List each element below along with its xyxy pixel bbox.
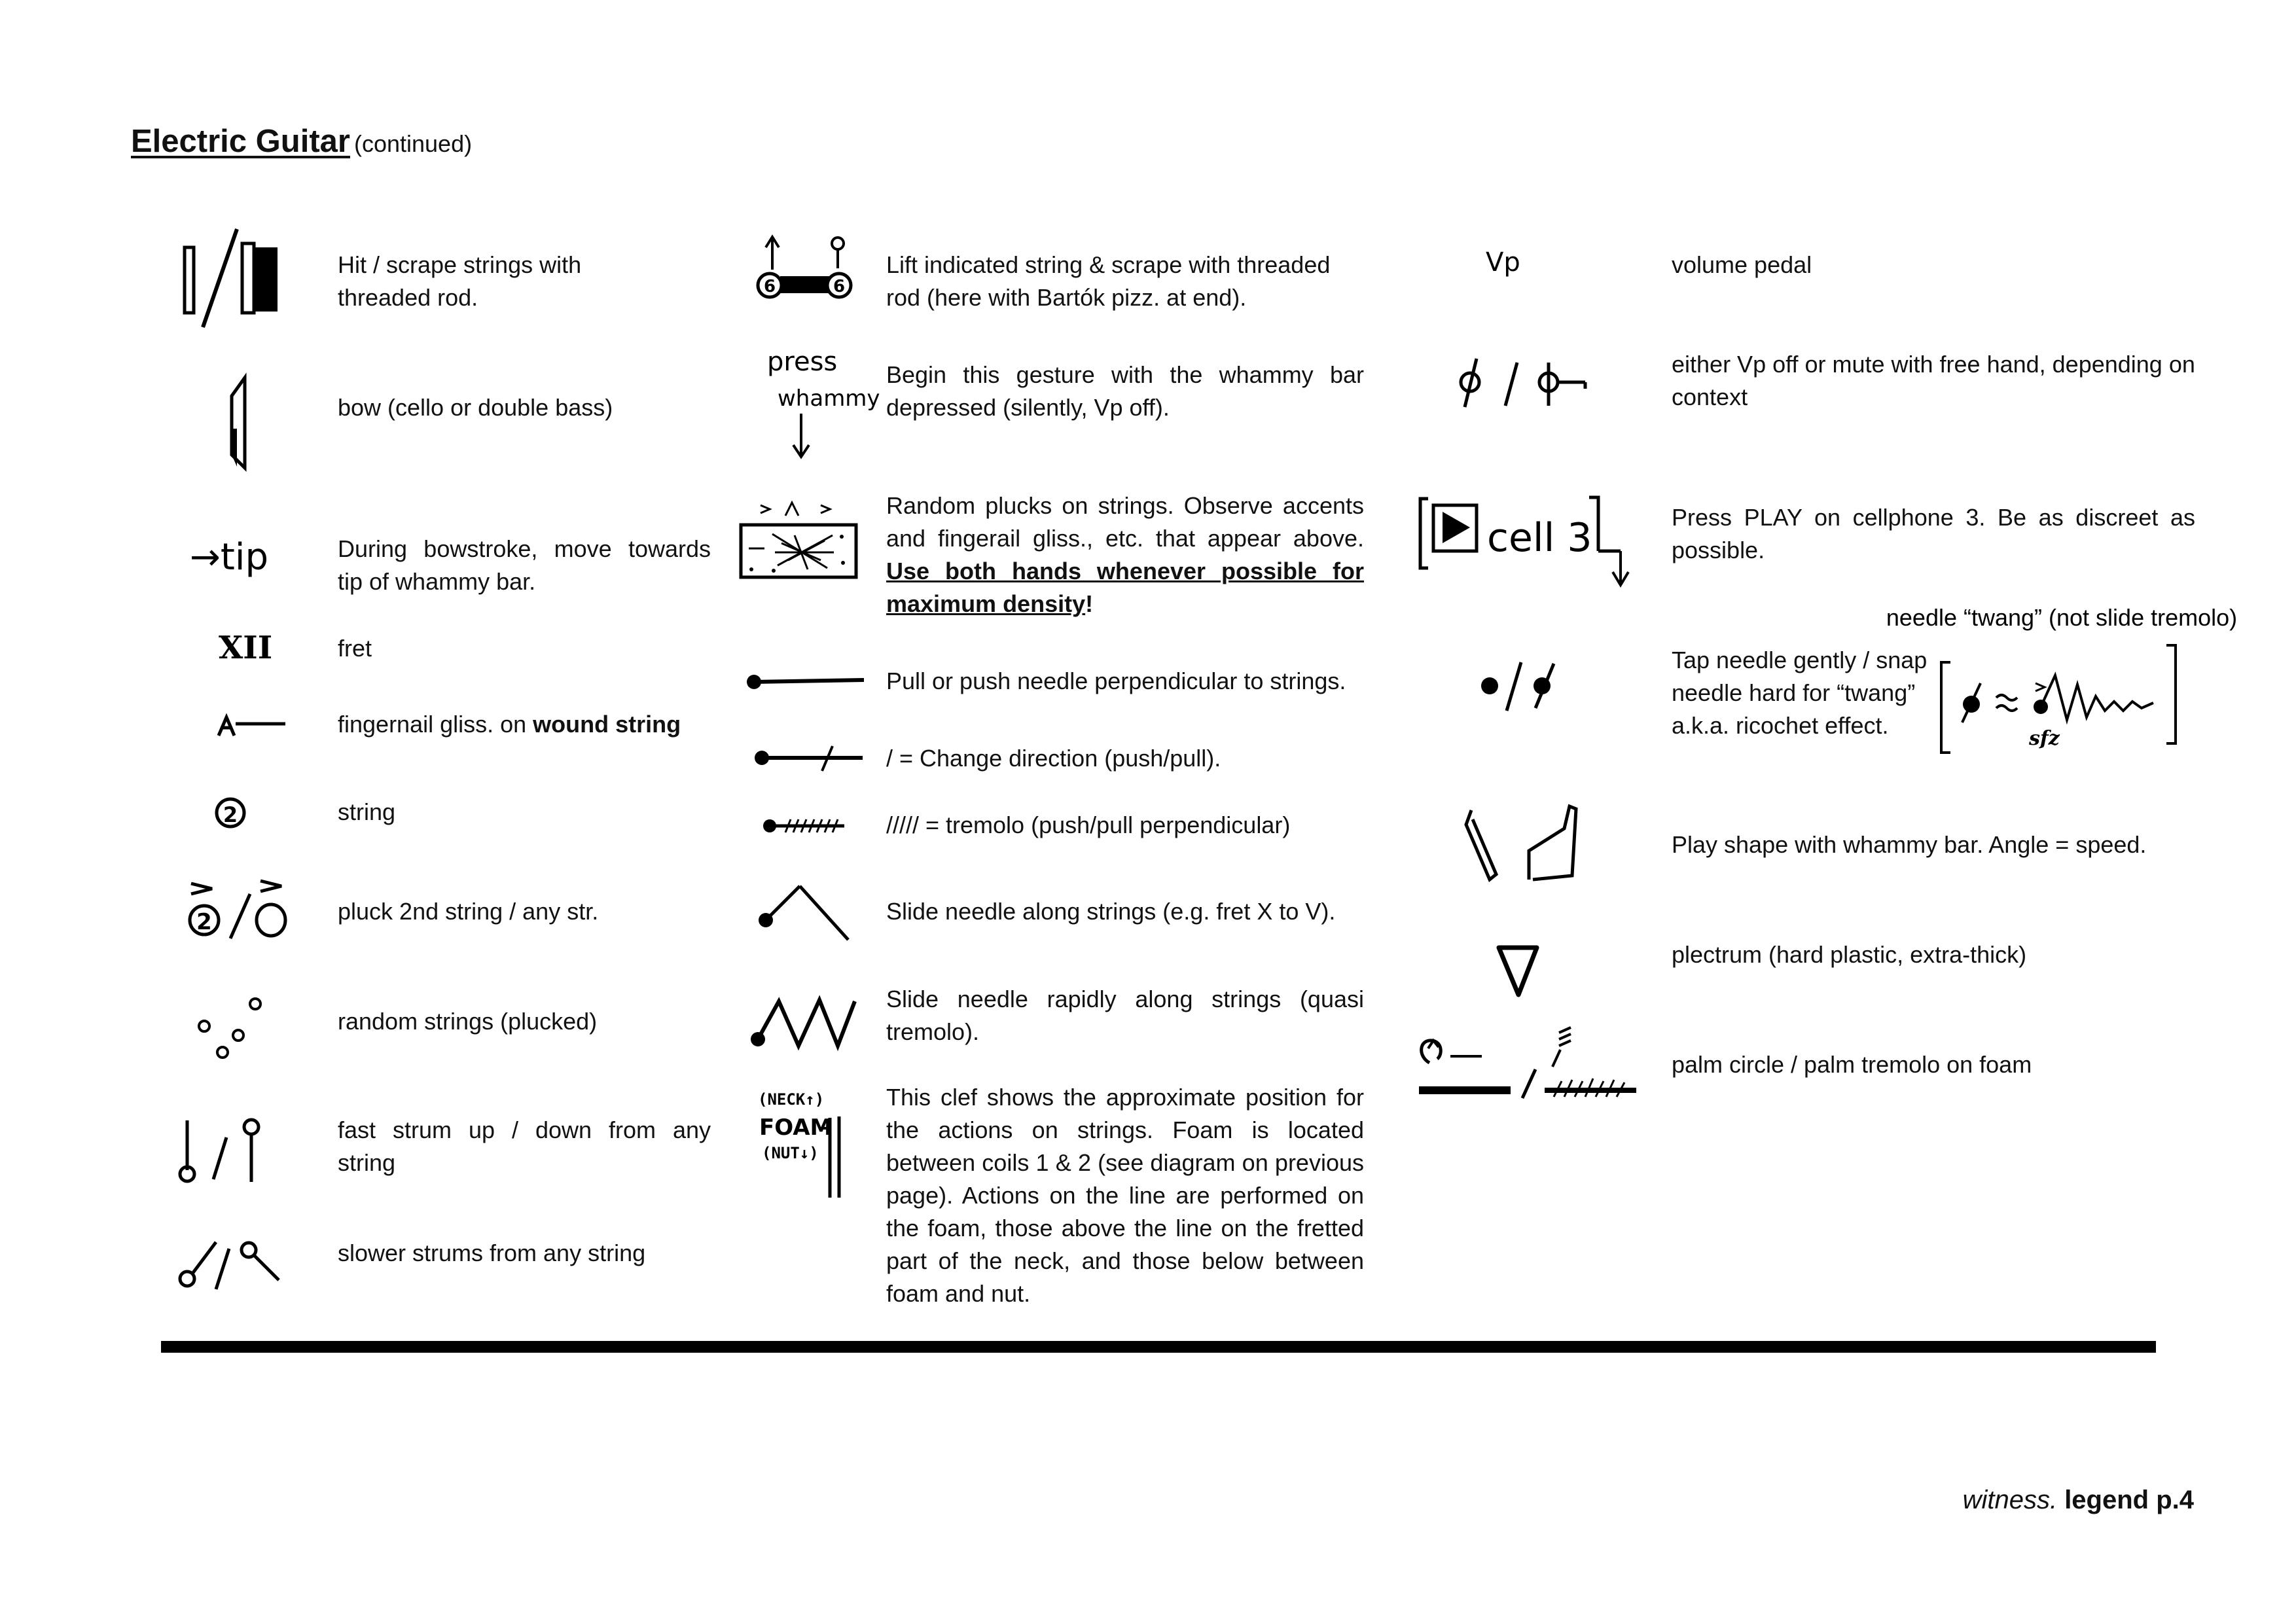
legend-text-fret: fret: [338, 635, 372, 662]
circled-string-number: 2: [223, 802, 238, 827]
palm-circle-icon: [1414, 1021, 1649, 1106]
instrument-title: Electric Guitar: [131, 124, 350, 159]
cellphone-label: cell 3: [1487, 515, 1592, 561]
legend-text-pluck: pluck 2nd string / any str.: [338, 898, 599, 925]
needle-slide-icon: [750, 880, 868, 952]
twang-dynamic: sfz: [2029, 727, 2060, 750]
slow-strum-icon: [174, 1226, 292, 1298]
press-label: press: [767, 347, 838, 377]
legend-text-needle-tap: Tap needle gently / snap needle hard for “twang” a.k.a. ricochet effect.: [1672, 647, 1928, 739]
pluck-string-icon: [187, 874, 305, 946]
fingernail-gliss-bold: wound string: [533, 711, 681, 738]
plectrum-icon: [1492, 940, 1551, 1005]
volume-pedal-icon: [1486, 237, 1545, 302]
legend-text-string: string: [338, 798, 396, 825]
footer-work-title: witness.: [1962, 1486, 2058, 1514]
page-footer: [1963, 1486, 2194, 1515]
legend-text-cellphone-play: Press PLAY on cellphone 3. Be as discreet as possible.: [1672, 504, 2195, 563]
whammy-shape-icon: [1460, 802, 1590, 894]
volume-pedal-label: Vp: [1486, 247, 1520, 277]
clef-foam-label: FOAM: [759, 1115, 833, 1141]
vp-off-mute-icon: [1450, 353, 1601, 412]
needle-change-direction-icon: [751, 742, 869, 775]
clef-neck-label: (NECK↑): [758, 1090, 825, 1109]
random-plucks-emphasis: Use both hands whenever possible for maximum density: [886, 558, 1364, 617]
clef-nut-label: (NUT↓): [762, 1144, 819, 1162]
fingernail-gliss-text: fingernail gliss. on: [338, 711, 533, 738]
random-plucks-box-icon: [736, 497, 860, 582]
legend-text-fast-strum: fast strum up / down from any string: [338, 1116, 711, 1176]
section-divider: [161, 1341, 2156, 1353]
title-subtitle: (continued): [353, 130, 473, 157]
legend-text-random-strings: random strings (plucked): [338, 1008, 598, 1035]
bow-icon: [223, 370, 262, 474]
lift-string-rod-icon: [746, 232, 864, 310]
legend-text-needle-line: Pull or push needle perpendicular to strings.: [886, 668, 1346, 694]
press-whammy-icon: [764, 340, 880, 465]
legend-text-vp-off-mute: either Vp off or mute with free hand, depending on context: [1672, 351, 2195, 410]
pluck-string-number: 2: [196, 909, 212, 935]
random-plucks-text: Random plucks on strings. Observe accents and fingerail gliss., etc. that appear above.: [886, 492, 1364, 552]
random-strings-icon: [190, 992, 275, 1064]
whammy-label: whammy: [778, 385, 880, 412]
tip-arrow-icon: [190, 530, 281, 589]
neck-foam-clef-icon: [757, 1081, 855, 1205]
footer-page-label: legend p.4: [2064, 1486, 2194, 1514]
twang-inset-label: needle “twang” (not slide tremolo): [1886, 604, 2238, 631]
cellphone-play-icon: [1414, 491, 1636, 589]
legend-text-needle-tremolo: ///// = tremolo (push/pull perpendicular): [886, 812, 1291, 838]
tip-arrow-label: →tip: [190, 536, 268, 579]
legend-text-slow-strum: slower strums from any string: [338, 1240, 646, 1266]
twang-inset-diagram: [1886, 602, 2238, 759]
legend-text-needle-zigzag: Slide needle rapidly along strings (quasi tremolo).: [886, 986, 1364, 1045]
legend-text-palm-circle: palm circle / palm tremolo on foam: [1672, 1051, 2032, 1078]
needle-zigzag-icon: [746, 988, 864, 1060]
needle-line-icon: [744, 669, 868, 695]
legend-text-tip: During bowstroke, move towards tip of whammy bar.: [338, 535, 711, 595]
fast-strum-icon: [174, 1114, 272, 1186]
page-title: [131, 123, 472, 160]
fingernail-gliss-icon: [215, 707, 300, 746]
legend-text-needle-slide: Slide needle along strings (e.g. fret X to V).: [886, 898, 1336, 925]
legend-text-press-whammy: Begin this gesture with the whammy bar depressed (silently, Vp off).: [886, 361, 1364, 421]
lift-string-number-left: 6: [763, 277, 776, 296]
legend-text-lift-string: Lift indicated string & scrape with threaded rod (here with Bartók pizz. at end).: [886, 251, 1331, 311]
fret-numeral-label: XII: [219, 630, 273, 666]
random-plucks-exclaim: !: [1085, 590, 1094, 617]
legend-text-plectrum: plectrum (hard plastic, extra-thick): [1672, 941, 2027, 968]
legend-text-bow: bow (cello or double bass): [338, 394, 613, 421]
needle-tremolo-icon: [761, 813, 852, 839]
circled-string-icon: [213, 794, 253, 834]
legend-text-neck-foam-clef: This clef shows the approximate position for the actions on strings. Foam is located between coils 1 & 2 (see diagram on previous page). Actions on the line are performed on the foam, those above the line on the fretted part of the neck, and those below between foam and nut.: [886, 1084, 1364, 1307]
legend-text-needle-change-direction: / = Change direction (push/pull).: [886, 745, 1221, 772]
legend-text-fingernail-gliss: [338, 708, 730, 741]
fret-numeral-icon: [219, 628, 271, 668]
lift-string-number-right: 6: [833, 277, 846, 296]
legend-text-threaded-rod: Hit / scrape strings with threaded rod.: [338, 251, 582, 311]
legend-text-volume-pedal: volume pedal: [1672, 251, 1812, 278]
legend-text-random-plucks: [886, 490, 1364, 620]
threaded-rod-icon: [177, 223, 308, 334]
legend-text-whammy-shape: Play shape with whammy bar. Angle = speed.: [1672, 831, 2147, 858]
needle-tap-icon: [1477, 657, 1575, 716]
